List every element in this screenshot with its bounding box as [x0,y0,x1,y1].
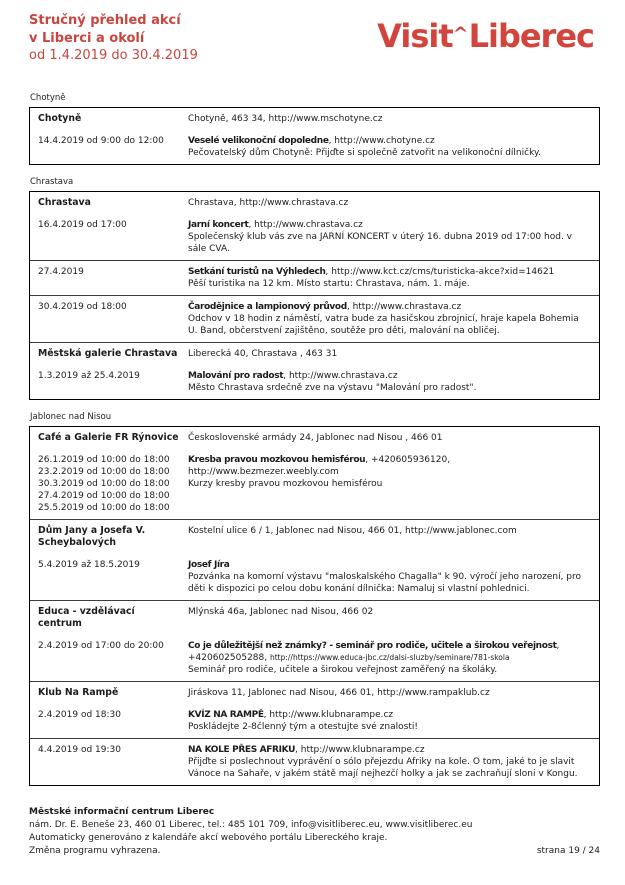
event-dates [38,301,188,337]
events-table [29,426,600,786]
page-title [29,12,198,65]
venue-block [30,681,599,785]
city-section [29,177,600,400]
event-row [30,295,599,342]
event-title-line [188,640,589,664]
event-description: http://www.bezmezer.weebly.com [188,466,339,477]
event-contact: , http://www.chrastava.cz [248,219,363,230]
venue-address: Československé armády 24, Jablonec nad Nisou , 466 01 [188,432,443,443]
event-title-line [188,709,589,721]
event-row [30,635,599,681]
city-section [29,412,600,786]
logo-word-liberec: Liberec [468,17,594,55]
event-title: Veselé velikonoční dopoledne [188,135,329,146]
title-line-2: v Liberci a okolí [29,30,145,46]
event-description: Pozvánka na komorní výstavu "maloskalského Chagalla" k 90. výročí jeho narození, pro děti k dispozici po celou dobu konání dílnička: Namaluj si vlastní pohlednici. [188,571,582,594]
event-date: 27.4.2019 od 10:00 do 18:00 [38,490,170,501]
event-dates [38,370,188,394]
event-body [188,301,589,337]
event-date: 1.3.2019 až 25.4.2019 [38,370,140,381]
event-title-line [188,219,589,231]
event-body [188,266,589,290]
event-contact: , http://www.chotyne.cz [328,135,435,146]
event-contact: , http://www.kct.cz/cms/turisticka-akce?xid=14621 [325,266,555,277]
venue-address: Mlýnská 46a, Jablonec nad Nisou, 466 02 [188,606,374,617]
event-body [188,370,589,394]
venue-block [30,600,599,681]
footer-disclaimer: Změna programu vyhrazena. [29,846,161,856]
event-date: 16.4.2019 od 17:00 [38,219,127,230]
event-title: Malování pro radost [188,370,284,381]
event-description: Přijďte si poslechnout vyprávění o sólo přejezdu Afriky na kole. O tom, jaké to je slavit Vánoce na Sahaře, v jakém státě mají nejhezčí holky a jak se zachraňují sloni v Kongu. [188,756,578,779]
event-row [30,554,599,600]
venue-row [30,427,599,449]
event-title-line [188,135,589,147]
event-title: Co je důležitější než známky? - seminář pro rodiče, učitele a širokou veřejnost [188,640,557,651]
event-description: Odchov v 18 hodin z náměstí, vatra bude za hasičskou zbrojnicí, hraje kapela Bohemia U. Band, občerstvení zajištěno, soutěže pro děti, malování na obličej. [188,313,579,336]
event-title-line [188,301,589,313]
venue-block [30,342,599,399]
event-dates [38,266,188,290]
event-title: Kresba pravou mozkovou hemisférou [188,454,366,465]
venue-address: Kostelní ulice 6 / 1, Jablonec nad Nisou, 466 01, http://www.jablonec.com [188,525,517,536]
venue-row [30,601,599,635]
venue-name: Chrastava [38,196,91,208]
events-table [29,191,600,400]
event-description: Město Chrastava srdečně zve na výstavu "Malování pro radost". [188,382,477,393]
city-section [29,93,600,165]
title-line-1: Stručný přehled akcí [29,13,181,28]
event-description: Seminář pro rodiče, učitele a širokou veřejnost zaměřený na školáky. [188,664,498,675]
event-description: Pěší turistika na 12 km. Místo startu: Chrastava, nám. 1. máje. [188,278,470,289]
venue-row [30,108,599,130]
event-date: 30.4.2019 od 18:00 [38,301,127,312]
page-header [29,12,600,65]
event-contact: , +420602505288, [188,640,560,663]
event-body [188,744,589,780]
event-contact: , http://www.klubnarampe.cz [295,744,425,755]
venue-name: Café a Galerie FR Rýnovice [38,431,179,443]
event-dates [38,454,188,514]
event-date: 27.4.2019 [38,266,84,277]
event-row [30,449,599,519]
event-title-line [188,454,589,466]
venue-row [30,520,599,554]
event-date: 23.2.2019 od 10:00 do 18:00 [38,466,170,477]
footer-generated-note: Automaticky generováno z kalendáře akcí webového portálu Libereckého kraje. [29,833,388,843]
venue-address: Jiráskova 11, Jablonec nad Nisou, 466 01, http://www.rampaklub.cz [188,687,490,698]
title-date-range: od 1.4.2019 do 30.4.2019 [29,48,198,63]
venue-block [30,192,599,342]
logo-word-visit: Visit [377,17,453,55]
events-table [29,107,600,165]
footer-organization: Městské informační centrum Liberec [29,807,215,817]
venue-name: Chotyně [38,112,82,124]
venue-row [30,682,599,704]
event-title-line [188,559,589,571]
event-dates [38,744,188,780]
event-body [188,709,589,733]
event-row [30,130,599,164]
event-row [30,260,599,295]
venue-name: Educa - vzdělávací centrum [38,605,135,629]
event-description: Společenský klub vás zve na JARNÍ KONCERT v úterý 16. dubna 2019 od 17:00 hod. v sále CVA. [188,231,572,254]
event-dates [38,709,188,733]
section-label: Jablonec nad Nisou [30,411,112,422]
page-number: strana 19 / 24 [536,846,600,856]
visit-liberec-logo [377,17,594,55]
event-contact: , http://www.chrastava.cz [346,301,462,312]
event-dates [38,559,188,595]
event-date: 14.4.2019 od 9:00 do 12:00 [38,135,164,146]
section-label: Chrastava [30,176,74,187]
logo-caret-icon: ^ [452,23,469,45]
venue-name: Klub Na Rampě [38,686,119,698]
event-contact: , http://www.klubnarampe.cz [263,709,394,720]
footer-last-line [29,845,600,858]
event-title-line [188,744,589,756]
event-date: 30.3.2019 od 10:00 do 18:00 [38,478,170,489]
venue-address: Liberecká 40, Chrastava , 463 31 [188,348,338,359]
event-row [30,365,599,399]
venue-block [30,427,599,519]
event-title: Jarní koncert [188,219,249,230]
event-contact: , http://www.chrastava.cz [283,370,398,381]
venue-row [30,343,599,365]
event-url-small: http://https://www.educa-jbc.cz/dalsi-sluzby/seminare/781-skola [269,652,510,662]
event-date: 26.1.2019 od 10:00 do 18:00 [38,454,170,465]
venue-name: Dům Jany a Josefa V. Scheybalových [38,524,146,548]
event-title: Setkání turistů na Výhledech [188,266,326,277]
event-date: 2.4.2019 od 18:30 [38,709,121,720]
venue-block [30,108,599,164]
event-title: Čarodějnice a lampionový průvod [188,301,347,312]
event-title: NA KOLE PŘES AFRIKU [188,744,296,755]
event-row [30,704,599,738]
event-body [188,559,589,595]
venue-name: Městská galerie Chrastava [38,347,178,359]
event-body [188,135,589,159]
venue-address: Chrastava, http://www.chrastava.cz [188,197,349,208]
event-body [188,640,589,676]
event-title: KVÍZ NA RAMPĚ [188,709,264,720]
event-date: 4.4.2019 od 19:30 [38,744,121,755]
venue-address: Chotyně, 463 34, http://www.mschotyne.cz [188,113,383,124]
section-label: Chotyně [30,92,66,103]
event-date: 2.4.2019 od 17:00 do 20:00 [38,640,164,651]
event-description: Poskládejte 2-8členný tým a otestujte své znalosti! [188,721,418,732]
event-description: Pečovatelský dům Chotyně: Přijďte si společně zatvořit na velikonoční dílničky. [188,147,541,158]
event-body [188,219,589,255]
event-date: 25.5.2019 od 10:00 do 18:00 [38,502,170,513]
event-row [30,738,599,785]
venue-block [30,519,599,600]
event-title-line [188,370,589,382]
event-dates [38,219,188,255]
event-date: 5.4.2019 až 18.5.2019 [38,559,140,570]
event-title: Josef Jíra [188,559,230,570]
event-title-line [188,266,589,278]
footer-contact: nám. Dr. E. Beneše 23, 460 01 Liberec, tel.: 485 101 709, info@visitliberec.eu, www.visitliberec.eu [29,820,473,830]
event-body [188,454,589,514]
event-dates [38,640,188,676]
venue-row [30,192,599,214]
event-row [30,214,599,260]
event-dates [38,135,188,159]
event-contact: , +420605936120, [365,454,451,465]
page-footer [29,806,600,858]
events-overview [29,93,600,786]
event-description: Kurzy kresby pravou mozkovou hemisférou [188,478,383,489]
